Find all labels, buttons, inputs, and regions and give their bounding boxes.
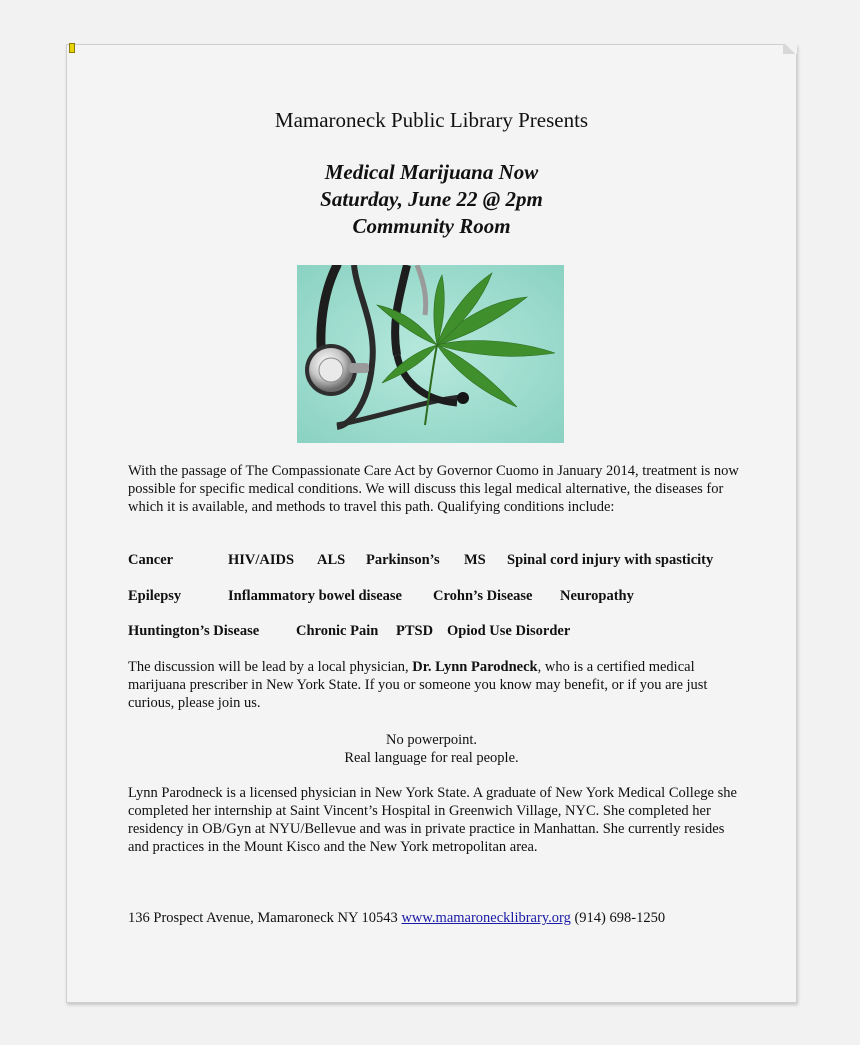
conditions-row-2 — [128, 588, 768, 605]
bio-paragraph: Lynn Parodneck is a licensed physician in New York State. A graduate of New York Medical College she completed her internship at Saint Vincent’s Hospital in Greenwich Village, NYC. She completed her residency in OB/Gyn at NYU/Bellevue and was in private practice in Manhattan. She currently resides and practices in the Mount Kisco and the New York metropolitan area. — [128, 785, 737, 855]
condition-item: Spinal cord injury with spasticity — [507, 552, 714, 568]
condition-item: ALS — [317, 552, 346, 568]
conditions-row-1 — [128, 552, 768, 569]
conditions-row-3 — [128, 623, 768, 640]
condition-item: Crohn’s Disease — [433, 588, 533, 604]
tagline-line-1: No powerpoint. — [385, 732, 477, 748]
condition-item: Epilepsy — [128, 588, 182, 604]
condition-item: Parkinson’s — [366, 552, 440, 568]
condition-item: Cancer — [128, 552, 174, 568]
condition-item: Neuropathy — [560, 588, 634, 604]
condition-item: Chronic Pain — [296, 623, 379, 639]
discussion-paragraph — [128, 658, 748, 712]
physician-name: Dr. Lynn Parodneck — [412, 659, 538, 675]
event-date: Saturday, June 22 @ 2pm — [320, 187, 543, 211]
footer-contact — [128, 909, 748, 927]
stethoscope-icon — [297, 265, 564, 443]
event-title: Medical Marijuana Now — [324, 160, 539, 184]
tagline-line-2: Real language for real people. — [344, 750, 519, 766]
condition-item: HIV/AIDS — [228, 552, 295, 568]
condition-item: Inflammatory bowel disease — [228, 588, 402, 604]
condition-item: Huntington’s Disease — [128, 623, 260, 639]
page-title: Mamaroneck Public Library Presents — [274, 108, 589, 132]
stethoscope-leaf-image — [297, 265, 564, 443]
discussion-text-after: , who is a certified medical marijuana prescriber in New York State. If you or someone you know may benefit, or if you are just curious, please join us. — [128, 659, 708, 711]
footer-address: 136 Prospect Avenue, Mamaroneck NY 10543 — [128, 910, 402, 926]
pin-icon — [69, 43, 75, 53]
condition-item: MS — [464, 552, 486, 568]
footer-phone: (914) 698-1250 — [570, 910, 666, 926]
intro-paragraph: With the passage of The Compassionate Care Act by Governor Cuomo in January 2014, treatment is now possible for specific medical conditions. We will discuss this legal medical alternative, the diseases for which it is available, and methods to travel this path. Qualifying conditions include: — [128, 463, 739, 515]
flyer-page — [66, 44, 797, 1003]
discussion-text-before: The discussion will be lead by a local physician, — [128, 659, 413, 675]
page-corner-fold — [783, 44, 797, 54]
condition-item: PTSD — [396, 623, 434, 639]
condition-item: Opiod Use Disorder — [447, 623, 571, 639]
website-link[interactable]: www.mamaronecklibrary.org — [401, 910, 571, 926]
event-room: Community Room — [352, 214, 511, 238]
